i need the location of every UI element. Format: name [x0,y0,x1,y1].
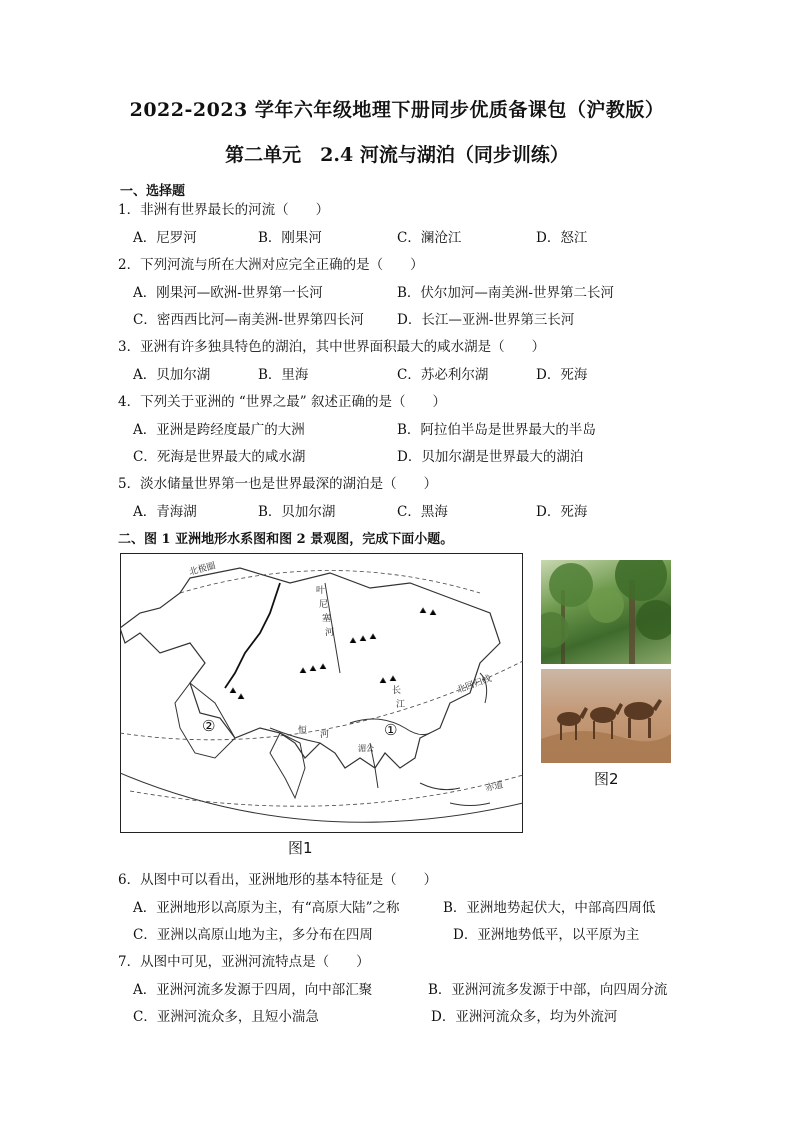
q1-option-b: B．刚果河 [258,230,322,246]
camels-desert-photo [541,669,671,763]
q4-option-a: A．亚洲是跨经度最广的大洲 [133,422,305,438]
q7-option-c: C．亚洲河流众多，且短小湍急 [133,1009,319,1025]
q3-option-a: A．贝加尔湖 [133,367,211,383]
q3-option-c: C．苏必利尔湖 [397,367,489,383]
label-tropic-of-cancer: 北回归线 [455,674,493,696]
q4-option-c: C．死海是世界最大的咸水湖 [133,449,306,465]
label-arctic-circle: 北极圈 [188,561,217,578]
page-subtitle: 第二单元 2.4 河流与湖泊（同步训练） [225,144,569,166]
section-heading-1: 一、选择题 [120,184,186,199]
q4-option-d: D．贝加尔湖是世界最大的湖泊 [397,449,584,465]
q4-option-b: B．阿拉伯半岛是世界最大的半岛 [397,422,596,438]
asia-map-figure [120,553,523,833]
figure-2-caption: 图2 [594,770,619,788]
q7-option-d: D．亚洲河流众多，均为外流河 [431,1009,618,1025]
map-marker-1: ① [384,721,398,739]
section-heading-2: 二、图 1 亚洲地形水系图和图 2 景观图，完成下面小题。 [118,532,454,547]
q7-option-a: A．亚洲河流多发源于四周，向中部汇聚 [133,982,373,998]
q5-option-a: A．青海湖 [133,504,197,520]
label-changjiang-1: 长 [392,686,402,696]
label-ganges-2: 河 [320,730,330,740]
label-ganges-1: 恒 [298,726,308,736]
q6-option-b: B．亚洲地势起伏大，中部高四周低 [443,900,656,916]
q2-option-a: A．刚果河—欧洲-世界第一长河 [133,285,323,301]
q3-option-d: D．死海 [536,367,588,383]
q2-option-c: C．密西西比河—南美洲-世界第四长河 [133,312,364,328]
question-3: 3．亚洲有许多独具特色的湖泊，其中世界面积最大的咸水湖是（ ） [118,339,546,355]
question-7: 7．从图中可见，亚洲河流特点是（ ） [118,954,370,970]
q5-option-b: B．贝加尔湖 [258,504,336,520]
question-2: 2．下列河流与所在大洲对应完全正确的是（ ） [118,257,424,273]
question-4: 4．下列关于亚洲的 “世界之最” 叙述正确的是（ ） [118,394,446,410]
q7-option-b: B．亚洲河流多发源于中部，向四周分流 [428,982,668,998]
q6-option-d: D．亚洲地势低平，以平原为主 [453,927,640,943]
question-6: 6．从图中可以看出，亚洲地形的基本特征是（ ） [118,872,438,888]
label-mekong: 湄公 [358,744,374,753]
q6-option-a: A．亚洲地形以高原为主，有“高原大陆”之称 [133,900,400,916]
figure-1-caption: 图1 [288,839,313,857]
q1-option-a: A．尼罗河 [133,230,197,246]
q6-option-c: C．亚洲以高原山地为主，多分布在四周 [133,927,373,943]
label-yenisei-4: 河 [325,628,335,638]
label-equator: 赤道 [484,780,505,794]
q2-option-d: D．长江—亚洲-世界第三长河 [397,312,575,328]
question-5: 5．淡水储量世界第一也是世界最深的湖泊是（ ） [118,476,438,492]
label-yenisei-2: 尼 [319,600,329,610]
q2-option-b: B．伏尔加河—南美洲-世界第二长河 [397,285,614,301]
q3-option-b: B．里海 [258,367,309,383]
page-title: 2022-2023 学年六年级地理下册同步优质备课包（沪教版） [129,99,665,121]
q1-option-d: D．怒江 [536,230,588,246]
label-changjiang-2: 江 [396,700,406,710]
map-marker-2: ② [202,717,216,735]
q1-option-c: C．澜沧江 [397,230,462,246]
label-yenisei-1: 叶 [316,586,326,596]
q5-option-c: C．黑海 [397,504,448,520]
label-yenisei-3: 塞 [322,614,332,624]
q5-option-d: D．死海 [536,504,588,520]
question-1: 1．非洲有世界最长的河流（ ） [118,202,330,218]
forest-photo [541,560,671,664]
